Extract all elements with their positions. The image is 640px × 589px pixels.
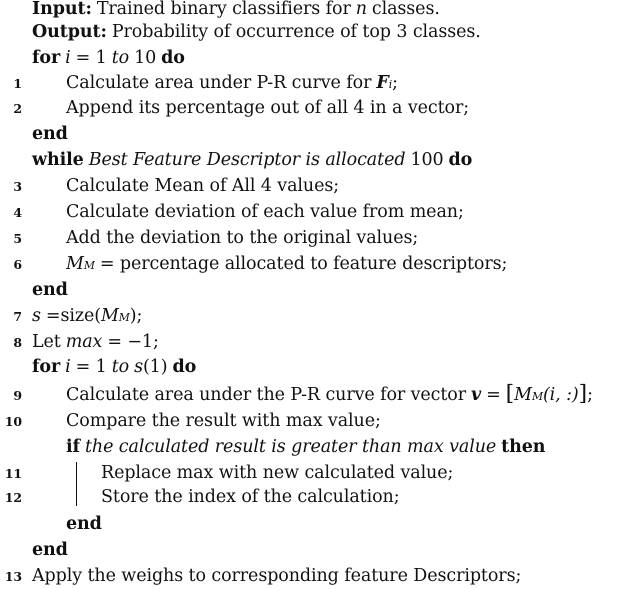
step-11-text: Replace max with new calculated value; [101, 463, 454, 483]
step-2-text: Append its percentage out of all 4 in a vector; [66, 98, 470, 118]
for-loop-1 [0, 45, 640, 71]
end-for-1 [0, 121, 640, 147]
step-10-text: Compare the result with max value; [66, 411, 381, 431]
step-7-tail: ); [129, 306, 143, 326]
for-end-b: (1) [142, 357, 168, 377]
end-if [0, 511, 640, 537]
end-keyword: end [32, 124, 68, 144]
do-keyword: do [172, 357, 197, 377]
step-13-text: Apply the weighs to corresponding feature Descriptors; [32, 566, 522, 586]
output-line [0, 19, 640, 45]
for-end-a: s [134, 357, 143, 377]
line-number: 3 [13, 178, 22, 194]
while-loop [0, 147, 640, 173]
step-10 [0, 408, 640, 434]
step-6-text: = percentage allocated to feature descriptors; [99, 254, 508, 274]
step-9-var: v [471, 385, 482, 405]
step-9: 9 Calculate area under the P-R curve for vector v = [ M M (i, :) ] ; [0, 382, 640, 408]
step-8 [0, 329, 640, 355]
step-5-text: Add the deviation to the original values; [66, 228, 419, 248]
step-9-text: Calculate area under the P-R curve for vector [66, 385, 467, 405]
for-var: i [65, 48, 71, 68]
for-var: i [65, 357, 71, 377]
line-number: 10 [4, 413, 22, 429]
step-8-var: max [65, 332, 103, 352]
end-keyword: end [32, 540, 68, 560]
step-8-eq: = −1; [107, 332, 159, 352]
line-number: 6 [13, 256, 22, 272]
end-keyword: end [66, 514, 102, 534]
step-9-args: (i, :) [542, 385, 579, 405]
line-number: 12 [4, 489, 22, 505]
step-4-text: Calculate deviation of each value from mean; [66, 202, 464, 222]
for-eq: = 1 [75, 357, 107, 377]
step-9-eq: = [486, 385, 501, 405]
line-number: 11 [4, 465, 22, 481]
if-condition: the calculated result is greater than max value [84, 437, 497, 457]
step-1-var: F [376, 73, 389, 93]
step-7: 7 s =size( M M ); [0, 303, 640, 329]
for-eq: = 1 [75, 48, 107, 68]
line-number: 8 [13, 334, 22, 350]
input-text-a: Trained binary classifiers for [96, 0, 351, 19]
step-2 [0, 95, 640, 121]
for-to: to [111, 48, 130, 68]
line-number: 4 [13, 204, 22, 220]
for-to: to [111, 357, 130, 377]
for-end: 10 [134, 48, 157, 68]
end-keyword: end [32, 280, 68, 300]
if-keyword: if [66, 437, 80, 457]
do-keyword: do [161, 48, 185, 68]
step-9-m: M [514, 385, 532, 405]
line-number: 13 [4, 568, 22, 584]
input-text-b: classes. [371, 0, 440, 19]
step-7-m: M [100, 306, 119, 326]
step-6: 6 M M = percentage allocated to feature descriptors; [0, 251, 640, 277]
step-12-text: Store the index of the calculation; [101, 487, 400, 507]
line-number: 9 [13, 387, 22, 403]
step-1-tail: ; [392, 73, 398, 93]
step-3 [0, 173, 640, 199]
step-6-var: M [66, 254, 84, 274]
step-5 [0, 225, 640, 251]
end-while [0, 277, 640, 303]
step-3-text: Calculate Mean of All 4 values; [66, 176, 340, 196]
step-1-text: Calculate area under P-R curve for [66, 73, 372, 93]
for-keyword: for [32, 357, 61, 377]
while-keyword: while [32, 150, 84, 170]
output-label: Output: [32, 22, 107, 42]
step-7-eq: =size( [45, 306, 101, 326]
line-number: 7 [13, 308, 22, 324]
end-for-2 [0, 537, 640, 563]
step-12 [0, 484, 640, 510]
if-statement [0, 434, 640, 460]
then-keyword: then [501, 437, 546, 457]
step-7-var: s [32, 306, 41, 326]
step-13 [0, 563, 640, 589]
for-loop-2 [0, 354, 640, 380]
while-value: 100 [410, 150, 444, 170]
line-number: 5 [13, 230, 22, 246]
step-8-text: Let [32, 332, 61, 352]
step-1: 1 Calculate area under P-R curve for F i ; [0, 70, 640, 96]
for-keyword: for [32, 48, 61, 68]
output-text: Probability of occurrence of top 3 classes. [111, 22, 481, 42]
do-keyword: do [448, 150, 473, 170]
line-number: 2 [13, 100, 22, 116]
step-4 [0, 199, 640, 225]
input-label: Input: [32, 0, 92, 19]
while-condition: Best Feature Descriptor is allocated [88, 150, 406, 170]
step-9-tail: ; [587, 385, 593, 405]
step-11 [0, 460, 640, 486]
line-number: 1 [13, 75, 22, 91]
input-var: n [355, 0, 367, 19]
